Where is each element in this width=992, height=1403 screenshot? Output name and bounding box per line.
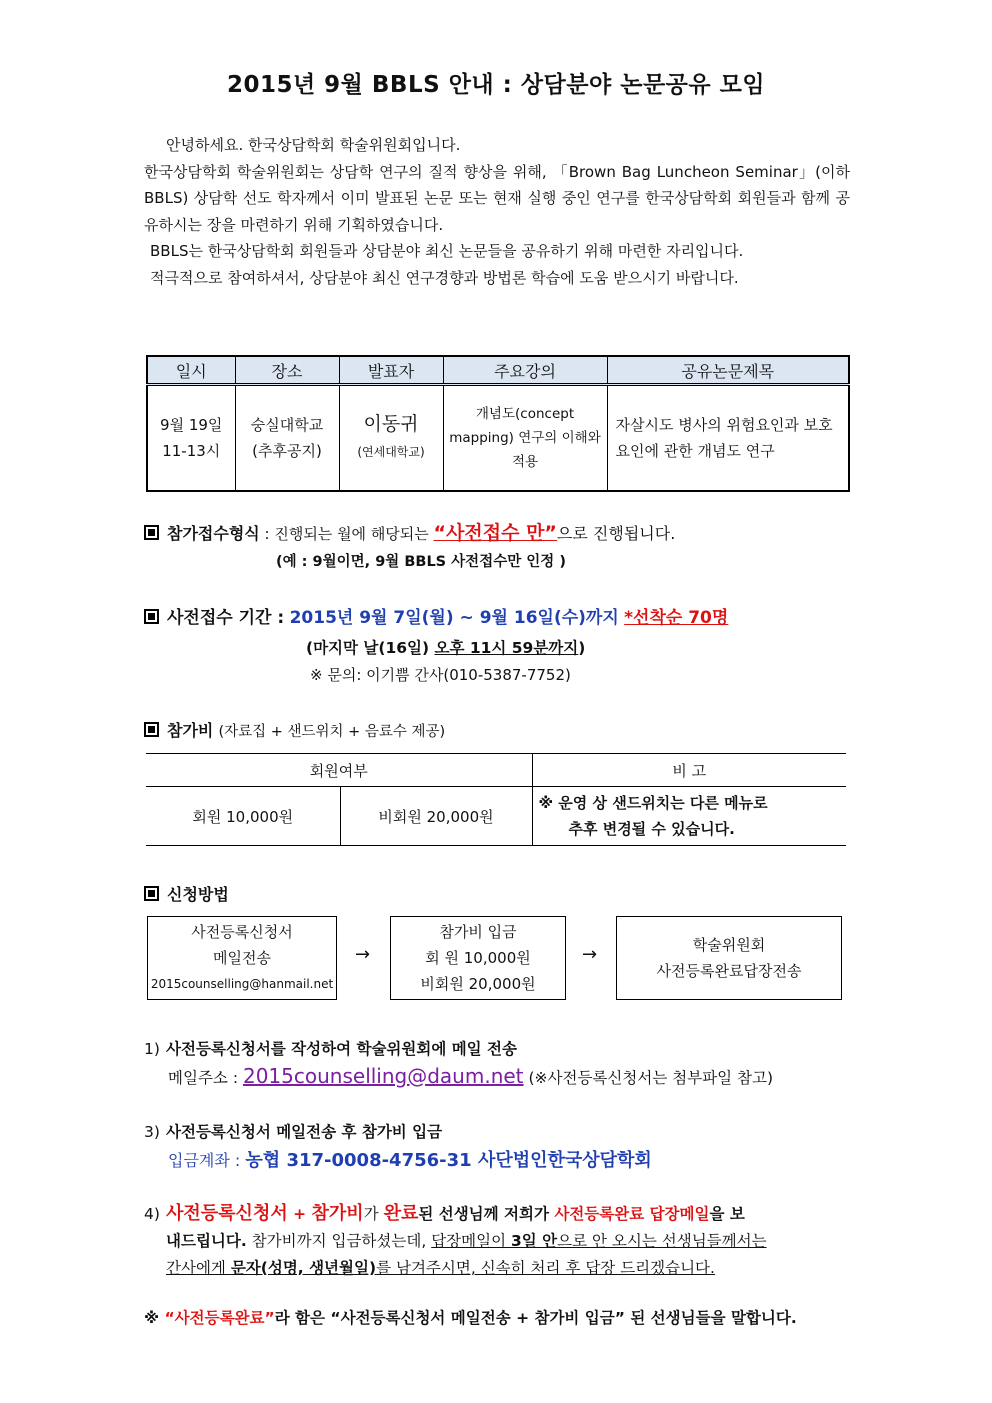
- square-bullet-icon: [144, 886, 159, 901]
- cell-place: 숭실대학교 (추후공지): [235, 385, 339, 492]
- inquiry-contact: ※ 문의: 이기쁨 간사(010-5387-7752): [310, 666, 571, 684]
- arrow-right-icon: →: [355, 944, 371, 965]
- header-paper: 공유논문제목: [607, 356, 849, 385]
- header-date: 일시: [147, 356, 235, 385]
- header-remark: 비 고: [532, 754, 846, 787]
- schedule-header-row: [147, 356, 849, 385]
- schedule-table: [146, 355, 850, 492]
- cell-date: 9월 19일 11-13시: [147, 385, 235, 492]
- fee-table: [146, 753, 846, 846]
- square-bullet-icon: [144, 722, 159, 737]
- registration-deadline: (마지막 날(16일) 오후 11시 59분까지): [306, 639, 586, 657]
- fee-row: [146, 787, 846, 846]
- capacity-limit: *선착순 70명: [624, 608, 729, 628]
- step-4: 4) 사전등록신청서 + 참가비가 완료된 선생님께 저희가 사전등록완료 답장메일을 보 내드립니다. 참가비까지 입금하셨는데, 답장메일이 3일 안으로 안 오시는 선생님들께서는 간사에게 문자(성명, 생년월일)를 남겨주시면, 신속히 처리 후 답장 드리겠습니다.: [144, 1203, 767, 1277]
- pre-registration-only-highlight: “사전접수 만”: [433, 522, 557, 544]
- cell-presenter: 이동귀 (연세대학교): [339, 385, 443, 492]
- registration-format-line: 참가접수형식 : 진행되는 월에 해당되는 “사전접수 만”으로 진행됩니다.: [144, 518, 675, 545]
- email-link[interactable]: 2015counselling@daum.net: [242, 1064, 524, 1088]
- nonmember-fee: 비회원 20,000원: [340, 787, 532, 846]
- step-3-account: 입금계좌 : 농협 317-0008-4756-31 사단법인한국상담학회: [168, 1150, 652, 1171]
- cell-paper: 자살시도 병사의 위험요인과 보호요인에 관한 개념도 연구: [607, 385, 849, 492]
- flow-step-send-form: 사전등록신청서 메일전송 2015counselling@hanmail.net: [147, 916, 337, 1000]
- fee-header-row: [146, 754, 846, 787]
- square-bullet-icon: [144, 609, 159, 624]
- schedule-row: [147, 385, 849, 492]
- step-1-mail: 메일주소 : 2015counselling@daum.net (※사전등록신청서는 첨부파일 참고): [168, 1064, 774, 1088]
- fee-remark: ※ 운영 상 샌드위치는 다른 메뉴로 추후 변경될 수 있습니다.: [532, 787, 846, 846]
- bank-account: 농협 317-0008-4756-31 사단법인한국상담학회: [245, 1150, 652, 1171]
- fee-heading: 참가비 (자료집 + 샌드위치 + 음료수 제공): [144, 718, 445, 741]
- member-fee: 회원 10,000원: [146, 787, 340, 846]
- cell-lecture: 개념도(concept mapping) 연구의 이해와 적용: [443, 385, 607, 492]
- header-presenter: 발표자: [339, 356, 443, 385]
- header-place: 장소: [235, 356, 339, 385]
- registration-example: (예 : 9월이면, 9월 BBLS 사전접수만 인정 ): [276, 554, 566, 570]
- arrow-right-icon: →: [582, 944, 598, 965]
- registration-period-line: 사전접수 기간 : 2015년 9월 7일(월) ~ 9월 16일(수)까지 *선착순 70명: [144, 603, 728, 628]
- flow-step-pay-fee: 참가비 입금 회 원 10,000원 비회원 20,000원: [390, 916, 566, 1000]
- intro-paragraph: BBLS는 한국상담학회 회원들과 상담분야 최신 논문들을 공유하기 위해 마련한 자리입니다.: [150, 242, 744, 260]
- flow-step-confirmation: 학술위원회 사전등록완료답장전송: [616, 916, 842, 1000]
- intro-closing: 적극적으로 참여하셔서, 상담분야 최신 연구경향과 방법론 학습에 도움 받으시기 바랍니다.: [150, 268, 739, 287]
- intro-paragraph: 한국상담학회 학술위원회는 상담학 연구의 질적 향상을 위해, 「Brown Bag Luncheon Seminar」(이하 BBLS) 상담학 선도 학자께서 이미 발표된 논문 또는 현재 실행 중인 연구를 한국상담학회 회원들과 함께 공유하시는 장을 마련하기 위해 기획하였습니다.: [144, 162, 850, 234]
- page-title: 2015년 9월 BBLS 안내 : 상담분야 논문공유 모임: [226, 72, 766, 98]
- method-heading: 신청방법: [144, 882, 229, 905]
- header-lecture: 주요강의: [443, 356, 607, 385]
- square-bullet-icon: [144, 525, 159, 540]
- step-1: 1) 사전등록신청서를 작성하여 학술위원회에 메일 전송: [144, 1040, 517, 1058]
- header-membership: 회원여부: [146, 754, 532, 787]
- intro-text: [144, 132, 850, 291]
- footer-note: ※ “사전등록완료”라 함은 “사전등록신청서 메일전송 + 참가비 입금” 된 선생님들을 말합니다.: [144, 1309, 797, 1327]
- step-3: 3) 사전등록신청서 메일전송 후 참가비 입금: [144, 1123, 443, 1141]
- intro-greeting: 안녕하세요. 한국상담학회 학술위원회입니다.: [166, 136, 461, 154]
- registration-dates: 2015년 9월 7일(월) ~ 9월 16일(수)까지: [289, 608, 619, 628]
